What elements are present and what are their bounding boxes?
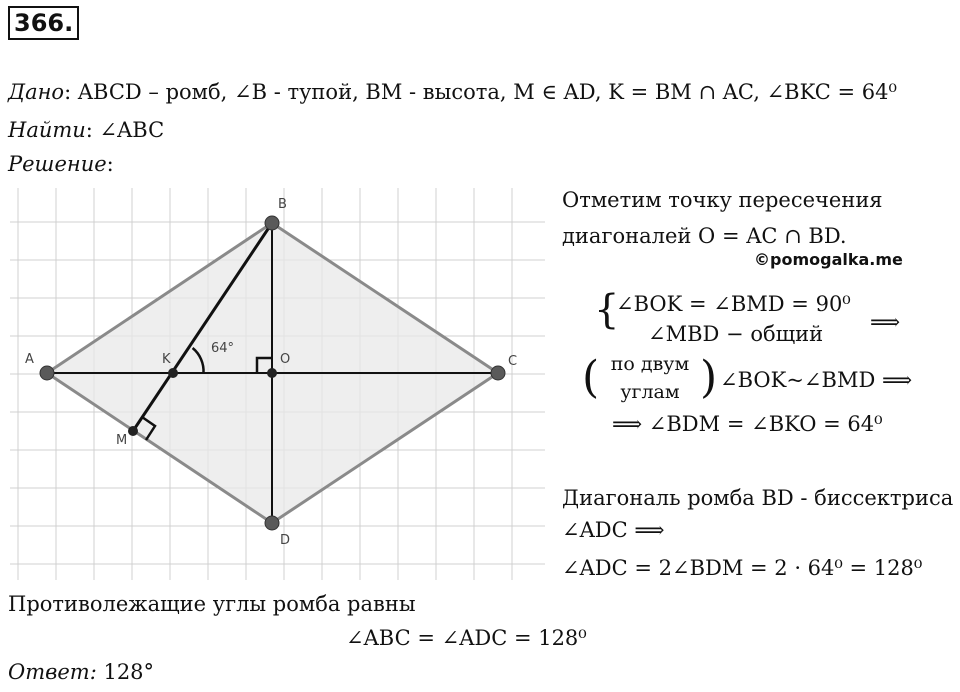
find-line — [8, 118, 164, 142]
similar-triangles: ∠BOK~∠BMD ⟹ — [720, 368, 913, 392]
label-c: C — [508, 354, 518, 369]
angle-label: 64° — [211, 341, 235, 356]
point-b — [265, 216, 279, 230]
label-m: M — [116, 433, 128, 448]
answer-value: 128° — [96, 660, 155, 684]
label-o: O — [280, 352, 291, 367]
result-1: ⟹ ∠BDM = ∠BKO = 64⁰ — [612, 412, 883, 436]
point-a — [40, 366, 54, 380]
watermark: ©pomogalka.me — [754, 250, 903, 269]
label-k: K — [162, 352, 171, 367]
point-m — [128, 426, 138, 436]
point-c — [491, 366, 505, 380]
eq-adc: ∠ADC = 2∠BDM = 2 · 64⁰ = 128⁰ — [562, 556, 923, 580]
given-line — [8, 80, 897, 104]
given-text: : ABCD – ромб, ∠B - тупой, BM - высота, M ∈ AD, K = BM ∩ AC, ∠BKC = 64⁰ — [64, 80, 897, 104]
bisector-line: Диагональ ромба BD - биссектриса — [562, 486, 954, 510]
point-d — [265, 516, 279, 530]
answer-label: Ответ: — [8, 660, 97, 684]
solution-line — [8, 152, 114, 176]
rhombus-figure — [10, 188, 545, 580]
opposite-angles-line: Противолежащие углы ромба равны — [8, 592, 416, 616]
paren-open: ( — [582, 352, 600, 403]
system-eq-1: ∠BOK = ∠BMD = 90⁰ — [616, 292, 851, 316]
po-dvum: по двум — [610, 353, 690, 375]
adc-line: ∠ADC ⟹ — [562, 518, 665, 542]
problem-number: 366. — [8, 6, 79, 40]
point-o — [267, 368, 277, 378]
point-k — [168, 368, 178, 378]
implies-1: ⟹ — [870, 310, 901, 334]
find-text: : ∠ABC — [85, 118, 165, 142]
label-a: A — [25, 352, 34, 367]
system-eq-2: ∠MBD − общий — [648, 322, 824, 346]
label-d: D — [280, 533, 291, 548]
find-label: Найти — [8, 118, 86, 142]
uglam: углам — [620, 381, 680, 403]
note-line-2: диагоналей O = AC ∩ BD. — [562, 224, 847, 248]
answer-line — [8, 660, 154, 684]
label-b: B — [278, 197, 287, 212]
solution-colon: : — [106, 152, 114, 176]
note-line-1: Отметим точку пересечения — [562, 188, 883, 212]
given-label: Дано — [8, 80, 65, 104]
system-brace: { — [594, 287, 620, 333]
eq-abc: ∠ABC = ∠ADC = 128⁰ — [346, 626, 587, 650]
solution-label: Решение — [8, 152, 107, 176]
paren-close: ) — [700, 352, 718, 403]
